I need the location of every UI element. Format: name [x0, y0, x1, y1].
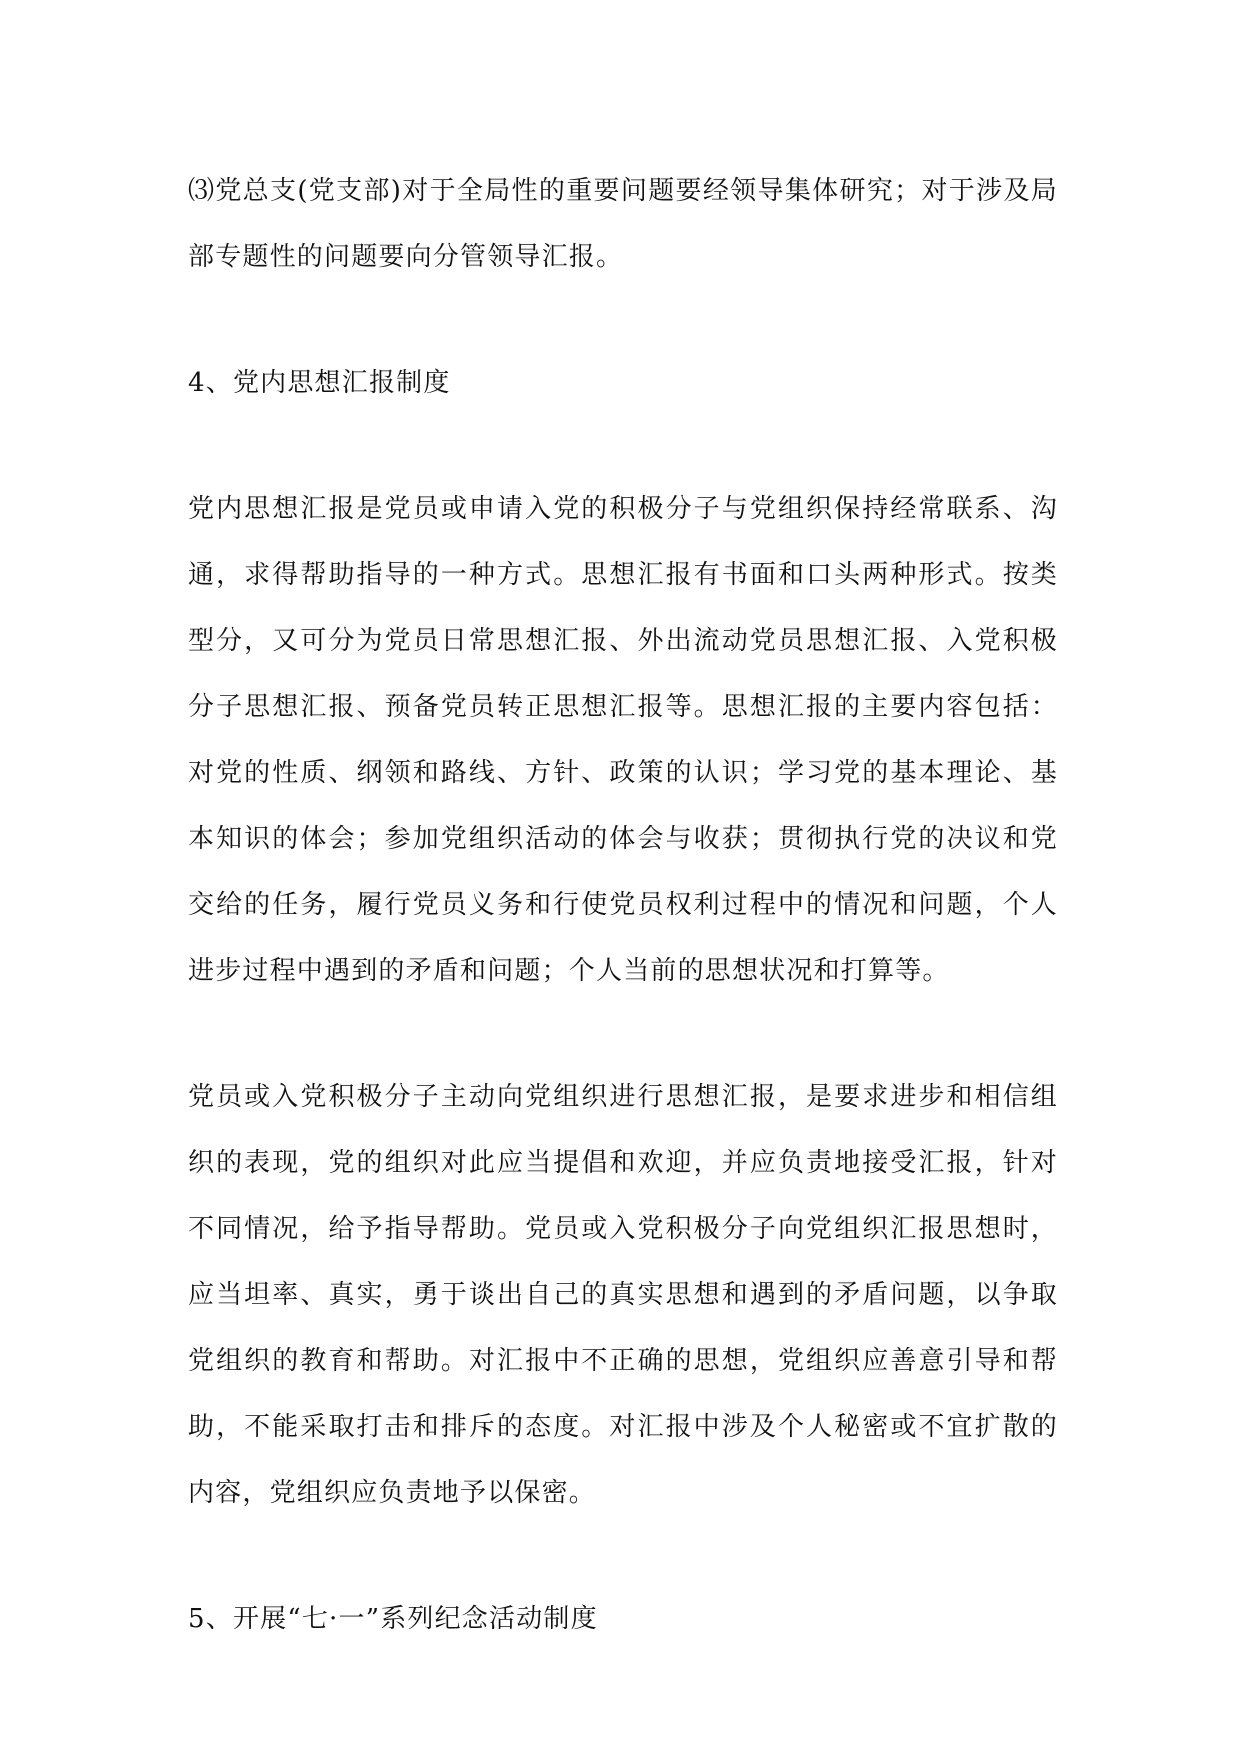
spacer — [188, 290, 1058, 350]
paragraph-party-branch-reporting: ⑶党总支(党支部)对于全局性的重要问题要经领导集体研究；对于涉及局部专题性的问题要向分管领导汇报。 — [188, 176, 1058, 272]
section-heading-5: 5、开展“七·一”系列纪念活动制度 — [188, 1604, 598, 1634]
paragraph-thought-report-definition: 党内思想汇报是党员或申请入党的积极分子与党组织保持经常联系、沟通，求得帮助指导的一种方式。思想汇报有书面和口头两种形式。按类型分，又可分为党员日常思想汇报、外出流动党员思想汇报、入党积极分子思想汇报、预备党员转正思想汇报等。思想汇报的主要内容包括：对党的性质、纲领和路线、方针、政策的认识；学习党的基本理论、基本知识的体会；参加党组织活动的体会与收获；贯彻执行党的决议和党交给的任务，履行党员义务和行使党员权利过程中的情况和问题，个人进步过程中遇到的矛盾和问题；个人当前的思想状况和打算等。 — [188, 494, 1058, 986]
paragraph-thought-report-handling: 党员或入党积极分子主动向党组织进行思想汇报，是要求进步和相信组织的表现，党的组织对此应当提倡和欢迎，并应负责地接受汇报，针对不同情况，给予指导帮助。党员或入党积极分子向党组织汇报思想时，应当坦率、真实，勇于谈出自己的真实思想和遇到的矛盾问题，以争取党组织的教育和帮助。对汇报中不正确的思想，党组织应善意引导和帮助，不能采取打击和排斥的态度。对汇报中涉及个人秘密或不宜扩散的内容，党组织应负责地予以保密。 — [188, 1082, 1058, 1508]
section-heading-4: 4、党内思想汇报制度 — [188, 368, 451, 398]
spacer — [188, 1526, 1058, 1586]
document-body — [188, 158, 1058, 1652]
spacer — [188, 1004, 1058, 1064]
spacer — [188, 416, 1058, 476]
